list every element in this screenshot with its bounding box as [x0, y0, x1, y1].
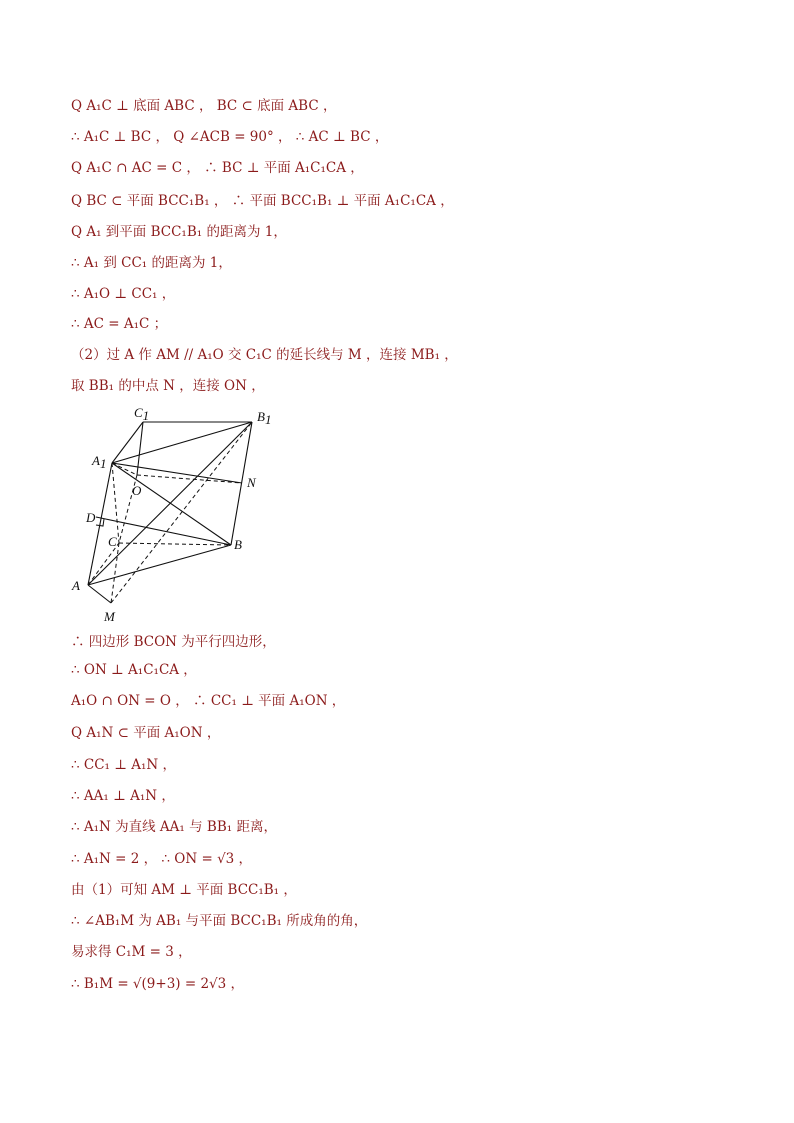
label-N: N: [247, 475, 256, 490]
solution-line: ∴ A₁ 到 CC₁ 的距离为 1，: [71, 255, 232, 271]
label-A1: A1: [92, 453, 107, 471]
label-B1: B1: [257, 409, 272, 427]
solution-line: ∴ ∠AB₁M 为 AB₁ 与平面 BCC₁B₁ 所成角的角，: [71, 913, 368, 929]
dashed-M-B1: [111, 422, 252, 603]
solution-line: ∴ A₁N 为直线 AA₁ 与 BB₁ 距离，: [71, 819, 277, 835]
edge-A-M: [88, 585, 111, 603]
solution-line: Q A₁C ⊥ 底面 ABC ， BC ⊂ 底面 ABC ，: [71, 98, 337, 114]
solution-line: 取 BB₁ 的中点 N ，连接 ON ，: [71, 378, 265, 394]
solution-line: ∴ A₁O ⊥ CC₁ ，: [71, 286, 176, 302]
solution-line: 由（1）可知 AM ⊥ 平面 BCC₁B₁ ，: [71, 882, 297, 898]
solution-line: Q A₁ 到平面 BCC₁B₁ 的距离为 1，: [71, 224, 287, 240]
solution-line: ∴ 四边形 BCON 为平行四边形，: [71, 634, 276, 650]
solution-line: （2）过 A 作 AM // A₁O 交 C₁C 的延长线与 M ，连接 MB₁ ，: [71, 347, 458, 363]
solution-line: A₁O ∩ ON = O ， ∴ CC₁ ⊥ 平面 A₁ON ，: [71, 693, 346, 709]
dashed-C-B: [119, 543, 231, 545]
label-B: B: [234, 537, 242, 552]
edge-A1-N: [112, 463, 242, 483]
solution-line: ∴ ON ⊥ A₁C₁CA ，: [71, 662, 197, 678]
label-M: M: [104, 609, 115, 624]
solution-line: ∴ A₁N = 2 ， ∴ ON = √3 ，: [71, 851, 253, 867]
label-O: O: [132, 483, 142, 498]
solution-line: ∴ AC = A₁C ；: [71, 316, 168, 332]
label-A: A: [72, 578, 80, 593]
geometry-figure: [66, 405, 286, 627]
solution-line: Q A₁C ∩ AC = C ， ∴ BC ⊥ 平面 A₁C₁CA ，: [71, 160, 364, 176]
dashed-O-N: [137, 475, 242, 483]
solution-line: Q BC ⊂ 平面 BCC₁B₁ ， ∴ 平面 BCC₁B₁ ⊥ 平面 A₁C₁CA ，: [71, 193, 454, 209]
edge-A-B: [88, 545, 231, 585]
label-C: C: [108, 534, 117, 549]
solution-line: Q A₁N ⊂ 平面 A₁ON ，: [71, 725, 221, 741]
solution-line: ∴ A₁C ⊥ BC ， Q ∠ACB = 90° ， ∴ AC ⊥ BC ，: [71, 129, 389, 145]
dashed-A1-C: [112, 463, 119, 543]
solution-line: ∴ B₁M = √(9+3) = 2√3 ，: [71, 976, 245, 992]
edge-A1-C1: [112, 422, 143, 463]
solution-line: 易求得 C₁M = 3 ，: [71, 944, 192, 960]
label-D: D: [86, 510, 96, 525]
label-C1: C1: [134, 405, 150, 423]
solution-line: ∴ CC₁ ⊥ A₁N ，: [71, 757, 176, 773]
dashed-C-M: [111, 543, 119, 603]
solution-line: ∴ AA₁ ⊥ A₁N ，: [71, 788, 175, 804]
